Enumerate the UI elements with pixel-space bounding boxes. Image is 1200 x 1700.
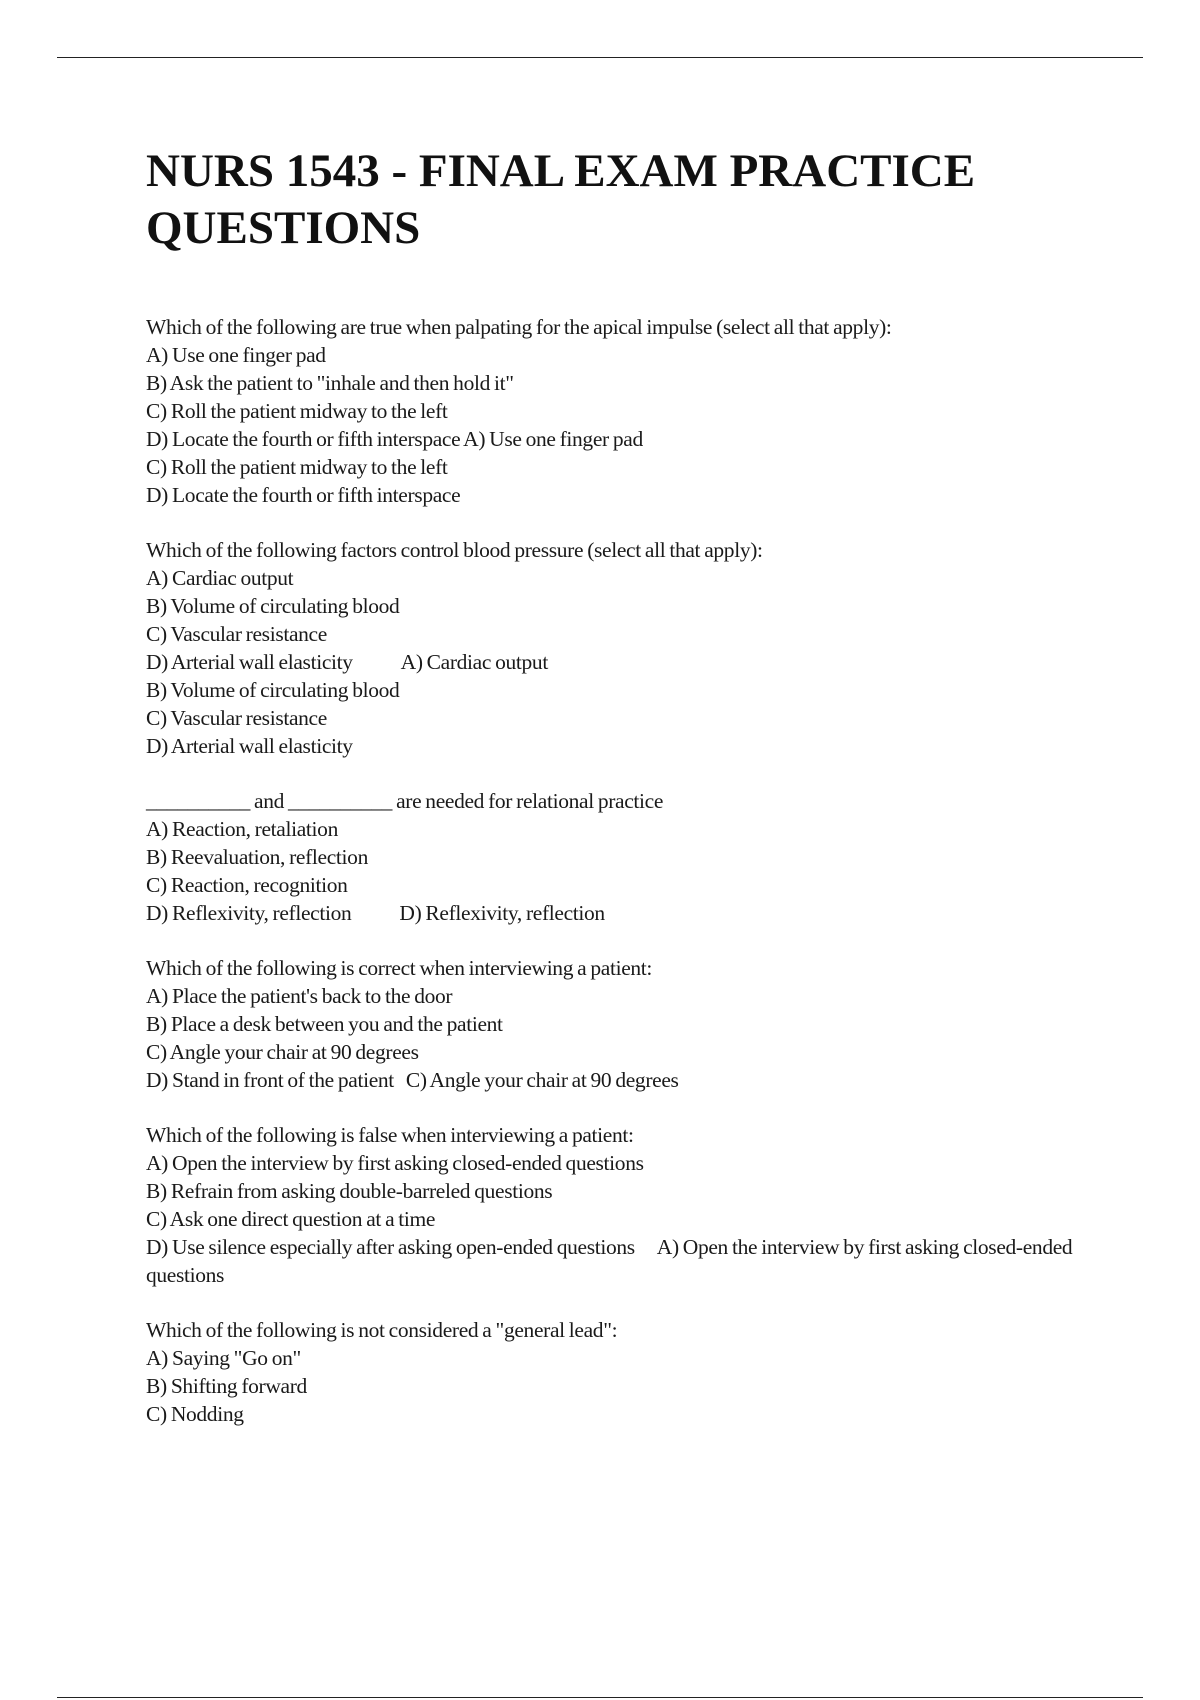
question-prompt: __________ and __________ are needed for relational practice	[146, 789, 664, 813]
question-3	[146, 787, 1086, 927]
option-b: B) Shifting forward	[146, 1374, 307, 1398]
question-1	[146, 313, 1086, 509]
option-c: C) Ask one direct question at a time	[146, 1207, 436, 1231]
option-a: A) Cardiac output	[146, 566, 294, 590]
question-4	[146, 954, 1086, 1094]
option-a: A) Open the interview by first asking closed-ended questions	[146, 1151, 644, 1175]
answer-text: D) Locate the fourth or fifth interspace	[146, 483, 461, 507]
footer-rule	[57, 1697, 1143, 1698]
answer-text: C) Roll the patient midway to the left	[146, 455, 448, 479]
answer-text: D) Reflexivity, reflection	[399, 901, 605, 925]
option-b: B) Place a desk between you and the patient	[146, 1012, 503, 1036]
option-d: D) Locate the fourth or fifth interspace	[146, 427, 461, 451]
answer-text: A) Cardiac output	[400, 650, 548, 674]
option-d-with-answer	[146, 1066, 1086, 1094]
question-prompt: Which of the following is false when interviewing a patient:	[146, 1123, 634, 1147]
option-b: B) Refrain from asking double-barreled questions	[146, 1179, 553, 1203]
option-a: A) Use one finger pad	[146, 343, 326, 367]
answer-text: C) Angle your chair at 90 degrees	[405, 1068, 679, 1092]
option-c: C) Nodding	[146, 1402, 244, 1426]
answer-text: C) Vascular resistance	[146, 706, 327, 730]
option-d-with-answer	[146, 899, 1086, 927]
question-prompt: Which of the following are true when palpating for the apical impulse (select all that apply):	[146, 315, 892, 339]
option-d-with-answer	[146, 648, 1086, 676]
option-c: C) Angle your chair at 90 degrees	[146, 1040, 419, 1064]
option-d: D) Arterial wall elasticity	[146, 650, 353, 674]
option-b: B) Reevaluation, reflection	[146, 845, 368, 869]
answer-text: D) Arterial wall elasticity	[146, 734, 353, 758]
page-title: NURS 1543 - FINAL EXAM PRACTICE QUESTIONS	[146, 145, 976, 254]
option-d: D) Use silence especially after asking open-ended questions	[146, 1235, 635, 1259]
option-a: A) Reaction, retaliation	[146, 817, 338, 841]
option-c: C) Roll the patient midway to the left	[146, 399, 448, 423]
option-c: C) Reaction, recognition	[146, 873, 348, 897]
option-d: D) Reflexivity, reflection	[146, 901, 352, 925]
answer-text: A) Use one finger pad	[463, 427, 643, 451]
answer-text: B) Volume of circulating blood	[146, 678, 400, 702]
option-c: C) Vascular resistance	[146, 622, 327, 646]
answer-text: A) Open the interview by first asking closed-ended questions	[146, 1235, 1073, 1287]
option-d-with-answer	[146, 425, 1086, 453]
question-list	[146, 313, 1086, 1455]
option-b: B) Ask the patient to "inhale and then hold it"	[146, 371, 514, 395]
question-5	[146, 1121, 1086, 1289]
option-b: B) Volume of circulating blood	[146, 594, 400, 618]
option-a: A) Place the patient's back to the door	[146, 984, 453, 1008]
question-prompt: Which of the following factors control blood pressure (select all that apply):	[146, 538, 763, 562]
option-d-with-answer	[146, 1233, 1086, 1289]
question-2	[146, 536, 1086, 760]
option-a: A) Saying "Go on"	[146, 1346, 301, 1370]
option-d: D) Stand in front of the patient	[146, 1068, 394, 1092]
question-prompt: Which of the following is correct when interviewing a patient:	[146, 956, 653, 980]
question-prompt: Which of the following is not considered a "general lead":	[146, 1318, 618, 1342]
question-6	[146, 1316, 1086, 1428]
header-rule	[57, 57, 1143, 58]
